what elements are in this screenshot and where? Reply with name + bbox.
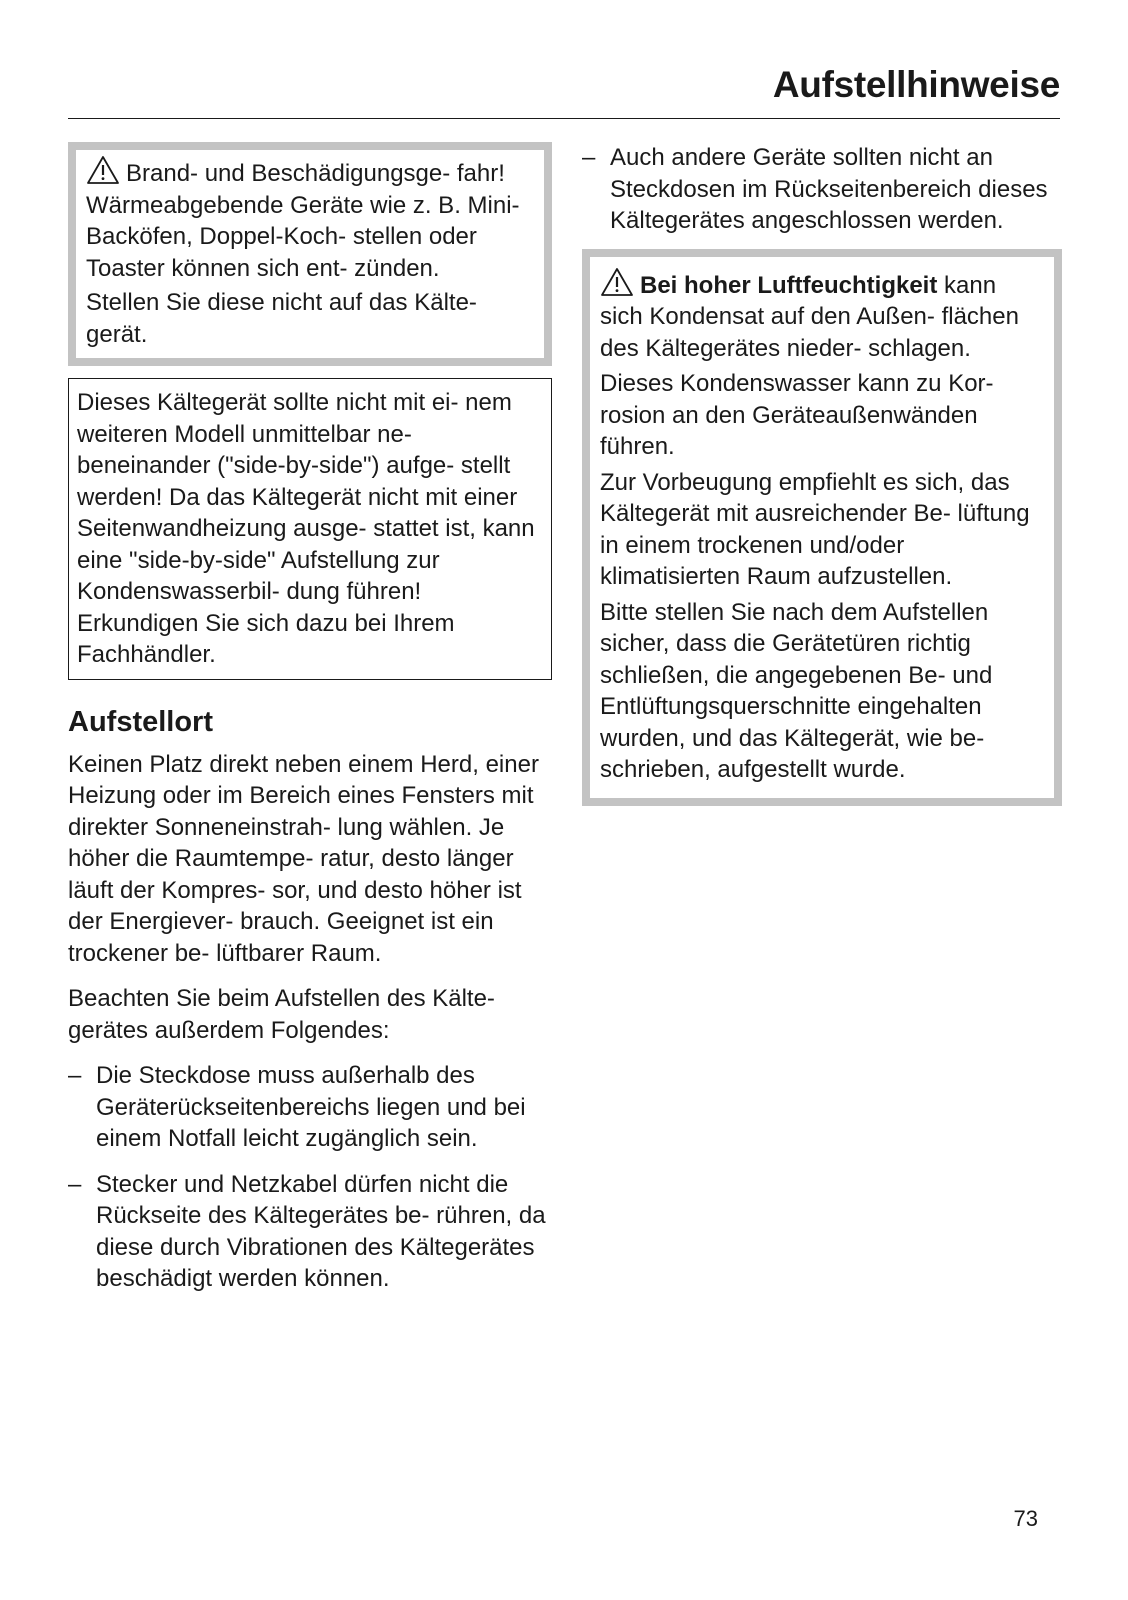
warning-text: kann sich Kondensat auf den Außen- flächen des Kältegerätes nieder- schlagen.: [600, 271, 1019, 362]
list-item: [68, 1060, 552, 1155]
list-item-text: Die Steckdose muss außerhalb des Geräterückseitenbereichs liegen und bei einem Notfall leicht zugänglich sein.: [96, 1062, 526, 1152]
warning-triangle-icon: [600, 267, 634, 297]
page-title: Aufstellhinweise: [772, 64, 1060, 105]
body-paragraph: Beachten Sie beim Aufstellen des Kälte- gerätes außerdem Folgendes:: [68, 985, 495, 1044]
warning-paragraph: Zur Vorbeugung empfiehlt es sich, das Kältegerät mit ausreichender Be- lüftung in einem trockenen und/oder klimatisierten Raum aufzustellen.: [600, 468, 1030, 590]
right-column: [582, 142, 1062, 806]
dash-bullet: –: [68, 1170, 82, 1198]
body-paragraph: Keinen Platz direkt neben einem Herd, einer Heizung oder im Bereich eines Fensters mit direkter Sonneneinstrah- lung wählen. Je höher die Raumtempe- ratur, desto länger läuft der Kompres- sor, und desto höher ist der Energiever- brauch. Geeignet ist ein trockener be- lüftbarer Raum.: [68, 750, 539, 967]
fire-warning-box: [68, 142, 552, 366]
warning-text: Brand- und Beschädigungsge- fahr! Wärmeabgebende Geräte wie z. B. Mini-Backöfen, Doppel-Koch- stellen oder Toaster können sich ent- zünden.: [86, 160, 520, 282]
list-item: [68, 1169, 552, 1295]
section-heading: Aufstellort: [68, 705, 213, 738]
warning-paragraph: [600, 267, 1044, 365]
warning-paragraph: Stellen Sie diese nicht auf das Kälte- gerät.: [86, 289, 477, 348]
side-by-side-note-box: [68, 378, 552, 680]
note-text: Dieses Kältegerät sollte nicht mit ei- nem weiteren Modell unmittelbar ne- beneinander ("side-by-side") aufge- stellt werden! Da das Kältegerät nicht mit einer Seitenwandheizung ausge- stattet ist, kann eine "side-by-side" Aufstellung zur Kondenswasserbil- dung führen! Erkundigen Sie sich dazu bei Ihrem Fachhändler.: [77, 389, 535, 668]
humidity-warning-box: [582, 249, 1062, 806]
header-rule: [68, 118, 1060, 119]
continued-list: [582, 142, 1062, 237]
list-item-text: Stecker und Netzkabel dürfen nicht die Rückseite des Kältegerätes be- rühren, da diese durch Vibrationen des Kältegerätes beschädigt werden können.: [96, 1170, 546, 1292]
requirements-list: [68, 1060, 552, 1295]
warning-triangle-icon: [86, 155, 120, 185]
list-item-text: Auch andere Geräte sollten nicht an Steckdosen im Rückseitenbereich dieses Kältegerätes angeschlossen werden.: [610, 144, 1048, 234]
left-column: [68, 142, 552, 1309]
page-number: 73: [1013, 1506, 1038, 1531]
list-item: [582, 142, 1062, 237]
warning-paragraph: Bitte stellen Sie nach dem Aufstellen sicher, dass die Gerätetüren richtig schließen, die angegebenen Be- und Entlüftungsquerschnitte eingehalten wurden, und das Kältegerät, wie be- schrieben, aufgestellt wurde.: [600, 598, 993, 783]
dash-bullet: –: [582, 144, 596, 171]
warning-bold-lead: Bei hoher Luftfeuchtigkeit: [640, 271, 938, 299]
dash-bullet: –: [68, 1062, 82, 1089]
warning-paragraph: Dieses Kondenswasser kann zu Kor- rosion an den Geräteaußenwänden führen.: [600, 370, 994, 460]
warning-paragraph: [86, 155, 534, 284]
